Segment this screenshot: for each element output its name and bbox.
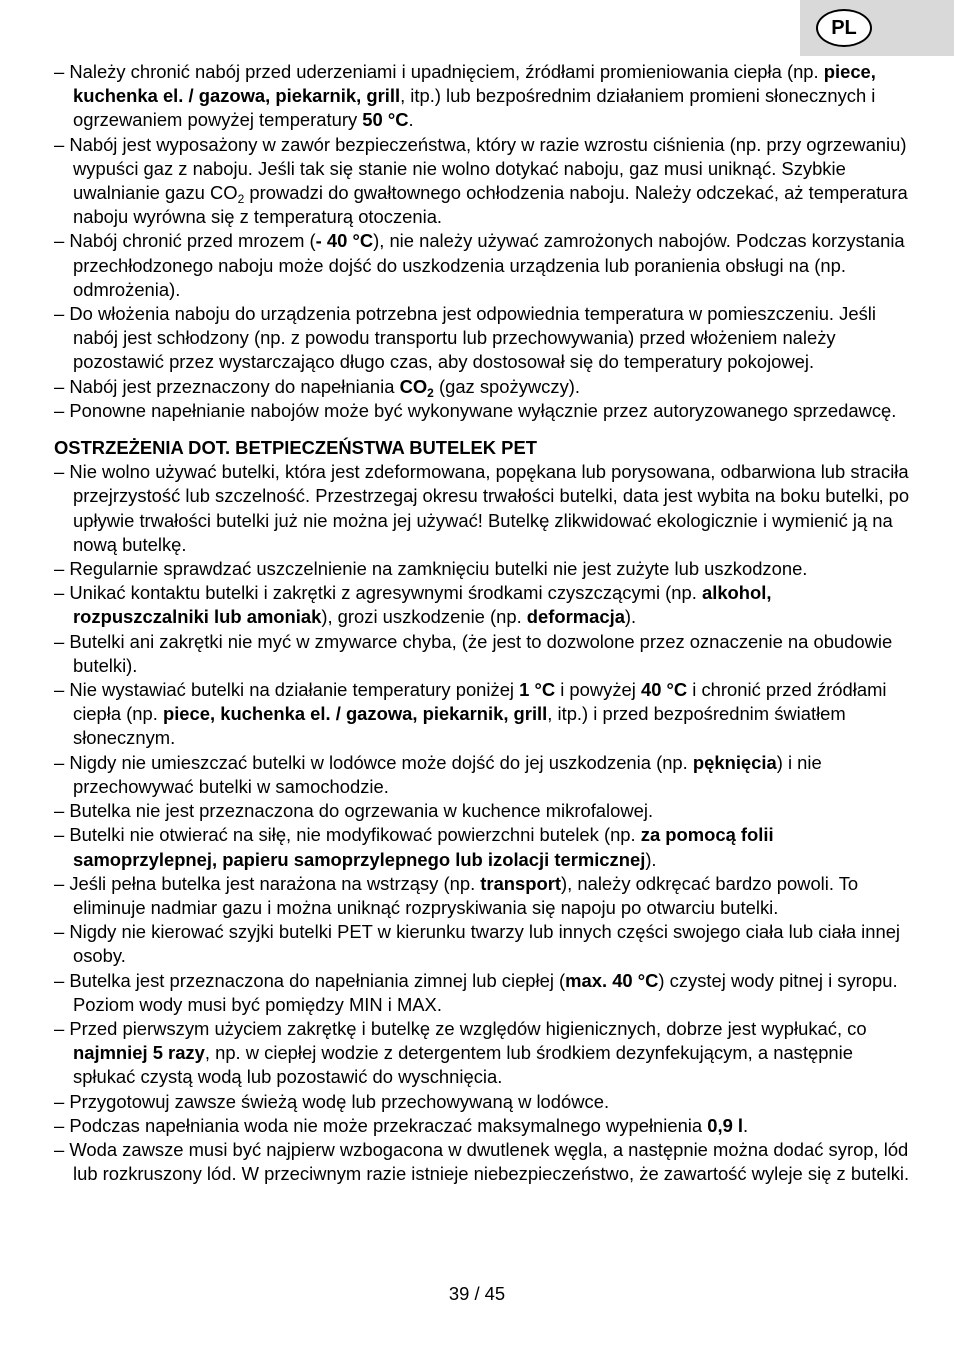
list-item: [54, 460, 910, 557]
list-item: [54, 302, 910, 375]
text-segment: , itp.) lub bezpośrednim działaniem promieni słonecznych i ogrzewaniem powyżej temperatury: [73, 85, 876, 131]
text-segment: Ponowne napełnianie nabojów może być wykonywane wyłącznie przez autoryzowanego sprzedawcę.: [69, 399, 897, 421]
text-segment: Nie wystawiać butelki na działanie temperatury poniżej: [69, 679, 520, 701]
list-item: [54, 969, 910, 1017]
text-segment: (gaz spożywczy).: [433, 375, 580, 397]
text-segment: Przed pierwszym użyciem zakrętkę i butelkę ze względów higienicznych, dobrze jest wypłukać, co: [69, 1017, 867, 1039]
list-item: [54, 1090, 910, 1114]
bold-text: transport: [480, 872, 562, 894]
text-segment: .: [743, 1114, 749, 1136]
text-segment: ), grozi uszkodzenie (np.: [321, 606, 527, 628]
list-item: [54, 872, 910, 920]
text-segment: Nabój chronić przed mrozem (: [69, 230, 316, 252]
bold-text: deformacja: [526, 606, 625, 628]
bold-text: CO: [399, 375, 428, 397]
list-item: [54, 630, 910, 678]
list-item: [54, 133, 910, 230]
language-tab: [800, 0, 954, 56]
bold-text: 1 °C: [519, 679, 556, 701]
list-item: [54, 1017, 910, 1090]
list-item: [54, 375, 910, 399]
bold-text: piece, kuchenka el. / gazowa, piekarnik, grill: [162, 703, 548, 725]
bold-text: 0,9 l: [707, 1114, 744, 1136]
subscript-text: 2: [237, 192, 245, 207]
text-segment: Nigdy nie kierować szyjki butelki PET w kierunku twarzy lub innych części swojego ciała lub ciała innej osoby.: [69, 921, 901, 967]
text-segment: Podczas napełniania woda nie może przekraczać maksymalnego wypełnienia: [69, 1114, 708, 1136]
list-item: [54, 1138, 910, 1186]
page-number: 39 / 45: [448, 1283, 506, 1304]
text-segment: Nie wolno używać butelki, która jest zdeformowana, popękana lub porysowana, odbarwiona lub straciła przejrzystość lub szczelność. Przestrzegaj okresu trwałości butelki, data jest wybita na boku butelki, po upływie trwałości butelki już nie można jej używać! Butelkę zlikwidować ekologicznie i wymienić ją na nową butelkę.: [69, 461, 910, 555]
text-segment: i powyżej: [555, 679, 641, 701]
subscript-text: 2: [427, 385, 434, 400]
text-segment: prowadzi do gwałtownego ochłodzenia naboju. Należy odczekać, aż temperatura naboju wyrówna się z temperaturą otoczenia.: [73, 182, 908, 228]
document-body: [54, 60, 910, 1186]
text-segment: ) czystej wody pitnej i syropu. Poziom wody musi być pomiędzy MIN i MAX.: [73, 969, 898, 1015]
pet-bottle-warnings-heading: OSTRZEŻENIA DOT. BETPIECZEŃSTWA BUTELEK PET: [54, 437, 537, 459]
list-item: [54, 920, 910, 968]
bold-text: piece, kuchenka el. / gazowa, piekarnik, grill: [73, 61, 876, 107]
text-segment: ) i nie przechowywać butelki w samochodzie.: [73, 751, 822, 797]
bold-text: 50 °C: [362, 109, 409, 131]
list-item: [54, 581, 910, 629]
text-segment: Przygotowuj zawsze świeżą wodę lub przechowywaną w lodówce.: [69, 1090, 610, 1112]
list-item: [54, 678, 910, 751]
text-segment: ).: [624, 606, 637, 628]
list-item: [54, 399, 910, 423]
bold-text: najmniej 5 razy: [73, 1042, 205, 1064]
bold-text: 40 °C: [640, 679, 688, 701]
text-segment: , np. w ciepłej wodzie z detergentem lub środkiem dezynfekującym, a następnie spłukać czystą wodą lub pozostawić do wyschnięcia.: [73, 1042, 853, 1088]
text-segment: Jeśli pełna butelka jest narażona na wstrząsy (np.: [69, 872, 481, 894]
list-item: [54, 823, 910, 871]
text-segment: Butelka jest przeznaczona do napełniania zimnej lub ciepłej (: [69, 969, 566, 991]
bold-text: max. 40 °C: [565, 969, 659, 991]
list-item: [54, 60, 910, 133]
text-segment: ), należy odkręcać bardzo powoli. To eliminuje nadmiar gazu i można uniknąć rozpryskiwania się napoju po otwarciu butelki.: [73, 872, 859, 918]
text-segment: Regularnie sprawdzać uszczelnienie na zamknięciu butelki nie jest zużyte lub uszkodzone.: [69, 558, 808, 580]
pet-bottle-warnings-list: [54, 460, 910, 1186]
cartridge-warnings-list: [54, 60, 910, 423]
text-segment: Nabój jest przeznaczony do napełniania: [69, 375, 400, 397]
list-item: [54, 557, 910, 581]
text-segment: i chronić przed źródłami ciepła (np.: [73, 679, 887, 725]
text-segment: ), nie należy używać zamrożonych nabojów. Podczas korzystania przechłodzonego naboju może dojść do uszkodzenia urządzenia lub poranienia obsługi na (np. odmrożenia).: [73, 230, 905, 300]
text-segment: Butelki ani zakrętki nie myć w zmywarce chyba, (że jest to dozwolone przez oznaczenie na obudowie butelki).: [69, 630, 893, 676]
text-segment: ).: [645, 848, 657, 870]
text-segment: Unikać kontaktu butelki i zakrętki z agresywnymi środkami czyszczącymi (np.: [69, 582, 702, 604]
text-segment: Do włożenia naboju do urządzenia potrzebna jest odpowiednia temperatura w pomieszczeniu. Jeśli nabój jest schłodzony (np. z powodu transportu lub przechowywania) przed włożeniem należy pozostawić przez wystarczająco długo czas, aby dostosował się do temperatury pokojowej.: [69, 303, 876, 373]
bold-text: alkohol, rozpuszczalniki lub amoniak: [73, 582, 772, 628]
list-item: [54, 1114, 910, 1138]
text-segment: Butelka nie jest przeznaczona do ogrzewania w kuchence mikrofalowej.: [69, 800, 654, 822]
language-badge: PL: [816, 9, 872, 47]
bold-text: - 40 °C: [315, 230, 374, 252]
text-segment: , itp.) i przed bezpośrednim światłem słonecznym.: [73, 703, 846, 749]
text-segment: Butelki nie otwierać na siłę, nie modyfikować powierzchni butelek (np.: [69, 824, 641, 846]
text-segment: .: [408, 109, 414, 131]
text-segment: Nigdy nie umieszczać butelki w lodówce może dojść do jej uszkodzenia (np.: [69, 751, 693, 773]
list-item: [54, 751, 910, 799]
text-segment: Nabój jest wyposażony w zawór bezpieczeństwa, który w razie wzrostu ciśnienia (np. przy ogrzewaniu) wypuści gaz z naboju. Jeśli tak się stanie nie wolno dotykać naboju, gaz musi uniknąć. Szybkie uwalnianie gazu CO: [69, 133, 907, 204]
text-segment: Należy chronić nabój przed uderzeniami i upadnięciem, źródłami promieniowania ciepła (np.: [69, 61, 824, 82]
text-segment: Woda zawsze musi być najpierw wzbogacona w dwutlenek węgla, a następnie można dodać syrop, lód lub rozkruszony lód. W przeciwnym razie istnieje niebezpieczeństwo, że zawartość wyleje się z butelki.: [69, 1138, 910, 1185]
bold-text: za pomocą folii samoprzylepnej, papieru samoprzylepnego lub izolacji termicznej: [73, 824, 774, 870]
list-item: [54, 799, 910, 823]
list-item: [54, 229, 910, 302]
bold-text: pęknięcia: [692, 751, 777, 773]
